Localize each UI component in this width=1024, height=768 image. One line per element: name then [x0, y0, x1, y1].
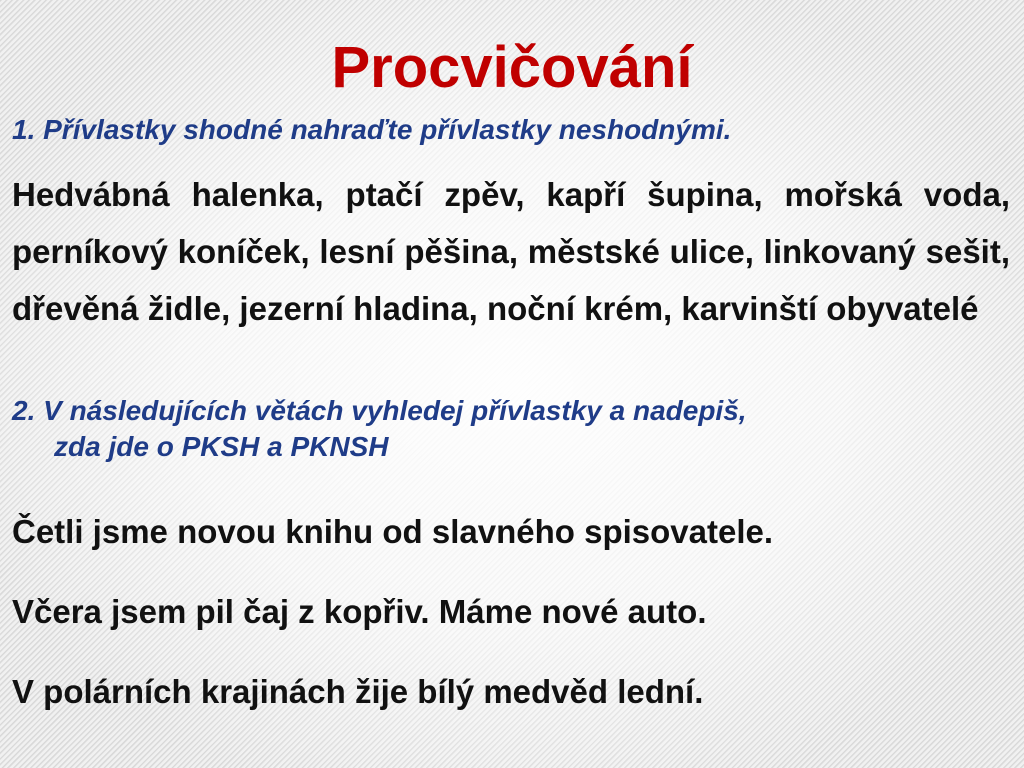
sentence-1: Četli jsme novou knihu od slavného spisovatele. — [12, 513, 774, 550]
task-2-line-1: 2. V následujících větách vyhledej přívlastky a nadepiš, — [12, 395, 747, 426]
task-2-instruction — [12, 393, 1002, 465]
task-2-line-2: zda jde o PKSH a PKNSH — [54, 431, 389, 462]
task-1-instruction: 1. Přívlastky shodné nahraďte přívlastky neshodnými. — [12, 114, 732, 145]
attributes-paragraph: Hedvábná halenka, ptačí zpěv, kapří šupina, mořská voda, perníkový koníček, lesní pěšina, městské ulice, linkovaný sešit, dřevěná židle, jezerní hladina, noční krém, karvinští obyvatelé — [12, 176, 1010, 327]
sentence-2: Včera jsem pil čaj z kopřiv. Máme nové auto. — [12, 593, 707, 630]
sentence-3: V polárních krajinách žije bílý medvěd lední. — [12, 673, 704, 710]
slide-title: Procvičování — [331, 35, 693, 100]
